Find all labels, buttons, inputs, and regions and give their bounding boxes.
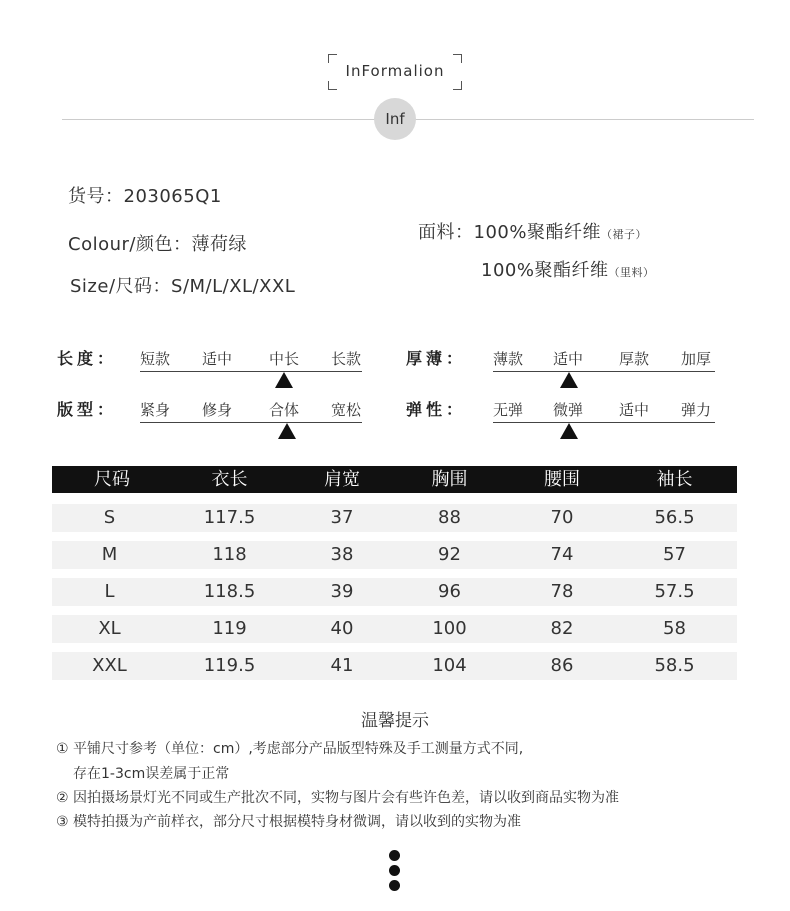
table-cell: 82 bbox=[550, 618, 574, 639]
note-1-continued: 存在1-3cm误差属于正常 bbox=[73, 766, 230, 782]
size-info: Size/尺码：S/M/L/XL/XXL bbox=[70, 276, 296, 297]
fit-scale-line bbox=[140, 422, 362, 423]
thickness-scale-line bbox=[493, 371, 715, 372]
fabric-shell-note: （裙子） bbox=[600, 228, 647, 241]
table-cell: M bbox=[101, 544, 118, 565]
section-title: InFormalion bbox=[345, 62, 445, 80]
colour-info: Colour/颜色：薄荷绿 bbox=[68, 234, 247, 255]
length-scale-line bbox=[140, 371, 362, 372]
fabric-lining: 100%聚酯纤维 bbox=[481, 260, 609, 281]
elasticity-option: 无弹 bbox=[493, 401, 524, 419]
table-cell: 41 bbox=[330, 655, 354, 676]
table-cell: 118.5 bbox=[203, 581, 256, 602]
table-cell: L bbox=[104, 581, 115, 602]
elasticity-label: 弹性： bbox=[406, 400, 467, 419]
table-header-cell: 胸围 bbox=[431, 469, 468, 490]
table-row bbox=[52, 652, 737, 680]
table-header-cell: 腰围 bbox=[544, 469, 580, 490]
section-badge: Inf bbox=[374, 98, 416, 140]
table-cell: 57.5 bbox=[654, 581, 695, 602]
elasticity-option: 适中 bbox=[619, 401, 650, 419]
table-header-cell: 衣长 bbox=[211, 469, 248, 490]
thickness-option: 适中 bbox=[553, 350, 584, 368]
fit-option: 修身 bbox=[202, 401, 233, 419]
table-cell: 88 bbox=[438, 507, 461, 528]
table-row bbox=[52, 615, 737, 643]
decorative-dot bbox=[389, 865, 400, 876]
thickness-option: 加厚 bbox=[681, 350, 712, 368]
table-header-cell: 尺码 bbox=[94, 469, 130, 490]
table-cell: 70 bbox=[550, 507, 574, 528]
elasticity-scale-line bbox=[493, 422, 715, 423]
note-2: ② 因拍摄场景灯光不同或生产批次不同，实物与图片会有些许色差，请以收到商品实物为准 bbox=[56, 790, 619, 806]
table-cell: 86 bbox=[550, 655, 574, 676]
table-cell: 118 bbox=[212, 544, 247, 565]
thickness-option: 薄款 bbox=[493, 350, 524, 368]
table-cell: 119.5 bbox=[203, 655, 256, 676]
length-option: 适中 bbox=[202, 350, 233, 368]
table-cell: 58.5 bbox=[654, 655, 695, 676]
fabric-lining-note: （里料） bbox=[608, 266, 655, 279]
fabric-line-2 bbox=[481, 256, 654, 282]
elasticity-indicator-icon bbox=[560, 423, 578, 439]
fabric-shell: 面料：100%聚酯纤维 bbox=[418, 222, 601, 243]
table-cell: 92 bbox=[438, 544, 461, 565]
table-cell: 39 bbox=[330, 581, 354, 602]
elasticity-option: 微弹 bbox=[553, 401, 584, 419]
table-cell: 78 bbox=[550, 581, 574, 602]
length-label: 长度： bbox=[57, 349, 118, 368]
table-cell: 117.5 bbox=[203, 507, 256, 528]
decorative-dot bbox=[389, 850, 400, 861]
fit-indicator-icon bbox=[278, 423, 296, 439]
elasticity-option: 弹力 bbox=[681, 401, 712, 419]
notes-title: 温馨提示 bbox=[361, 711, 429, 731]
table-cell: 38 bbox=[330, 544, 354, 565]
table-cell: 96 bbox=[438, 581, 461, 602]
fit-option: 紧身 bbox=[140, 401, 171, 419]
table-cell: XL bbox=[98, 618, 121, 639]
decorative-dot bbox=[389, 880, 400, 891]
table-cell: XXL bbox=[92, 655, 127, 676]
fit-option: 宽松 bbox=[331, 401, 362, 419]
item-number: 货号：203065Q1 bbox=[68, 186, 222, 207]
table-header-row bbox=[52, 466, 737, 493]
note-3: ③ 模特拍摄为产前样衣，部分尺寸根据模特身材微调，请以收到的实物为准 bbox=[56, 814, 521, 830]
note-1: ① 平铺尺寸参考（单位：cm）,考虑部分产品版型特殊及手工测量方式不同, bbox=[56, 741, 524, 757]
table-header-cell: 袖长 bbox=[656, 469, 693, 490]
length-indicator-icon bbox=[275, 372, 293, 388]
length-option: 中长 bbox=[269, 350, 300, 368]
table-cell: 37 bbox=[330, 507, 354, 528]
table-cell: 104 bbox=[432, 655, 467, 676]
section-title-frame bbox=[328, 54, 462, 90]
table-row bbox=[52, 578, 737, 606]
table-cell: 58 bbox=[663, 618, 686, 639]
length-option: 短款 bbox=[140, 350, 171, 368]
thickness-option: 厚款 bbox=[619, 350, 650, 368]
table-cell: 40 bbox=[330, 618, 354, 639]
table-cell: 74 bbox=[550, 544, 574, 565]
thickness-label: 厚薄： bbox=[406, 349, 467, 368]
length-option: 长款 bbox=[331, 350, 362, 368]
thickness-indicator-icon bbox=[560, 372, 578, 388]
table-header-cell: 肩宽 bbox=[324, 469, 360, 490]
table-cell: 119 bbox=[212, 618, 247, 639]
table-cell: 56.5 bbox=[654, 507, 695, 528]
table-cell: 57 bbox=[663, 544, 686, 565]
fit-option: 合体 bbox=[269, 401, 300, 419]
fit-label: 版型： bbox=[57, 400, 118, 419]
table-row bbox=[52, 541, 737, 569]
table-cell: 100 bbox=[432, 618, 467, 639]
table-row bbox=[52, 504, 737, 532]
fabric-line-1 bbox=[418, 218, 647, 244]
table-cell: S bbox=[103, 507, 116, 528]
